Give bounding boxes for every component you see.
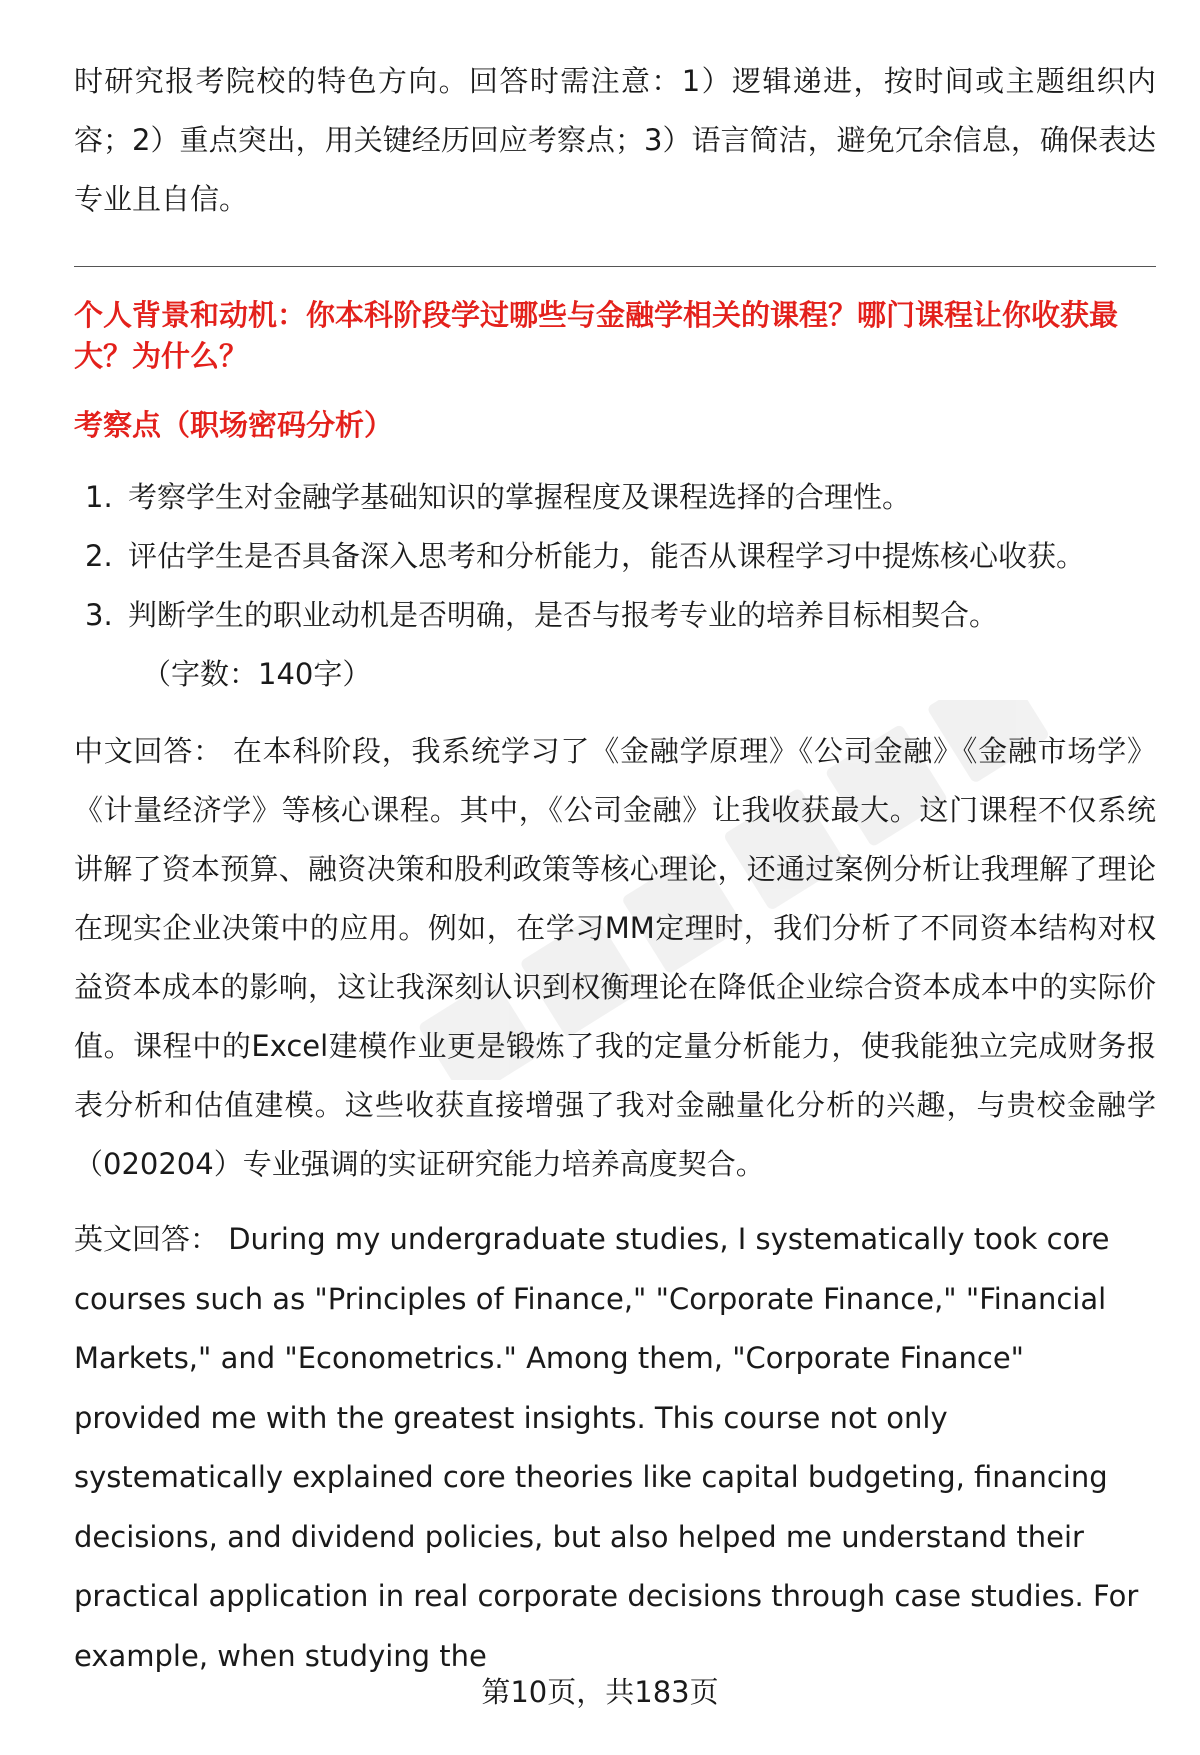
list-item-text: 评估学生是否具备深入思考和分析能力，能否从课程学习中提炼核心收获。: [128, 539, 1086, 573]
word-count: （字数：140字）: [142, 657, 372, 691]
question-heading: 个人背景和动机：你本科阶段学过哪些与金融学相关的课程？哪门课程让你收获最大？为什么？: [74, 298, 1119, 373]
list-item-number: 1.: [85, 480, 113, 514]
section-divider: [74, 266, 1156, 267]
intro-paragraph: 时研究报考院校的特色方向。回答时需注意：1）逻辑递进，按时间或主题组织内容；2）重点突出，用关键经历回应考察点；3）语言简洁，避免冗余信息，确保表达专业且自信。: [74, 64, 1156, 216]
list-item: [74, 468, 1156, 527]
list-item-number: 3.: [85, 598, 113, 632]
chinese-answer: 中文回答： 在本科阶段，我系统学习了《金融学原理》《公司金融》《金融市场学》《计量经济学》等核心课程。其中，《公司金融》让我收获最大。这门课程不仅系统讲解了资本预算、融资决策和股利政策等核心理论，还通过案例分析让我理解了理论在现实企业决策中的应用。例如，在学习MM定理时，我们分析了不同资本结构对权益资本成本的影响，这让我深刻认识到权衡理论在降低企业综合资本成本中的实际价值。课程中的Excel建模作业更是锻炼了我的定量分析能力，使我能独立完成财务报表分析和估值建模。这些收获直接增强了我对金融量化分析的兴趣，与贵校金融学（020204）专业强调的实证研究能力培养高度契合。: [74, 734, 1156, 1181]
page-footer: 第10页，共183页: [481, 1675, 719, 1709]
analysis-points-list: [74, 468, 1156, 645]
list-item-text: 判断学生的职业动机是否明确，是否与报考专业的培养目标相契合。: [128, 598, 999, 632]
list-item: [74, 527, 1156, 586]
english-answer: 英文回答： During my undergraduate studies, I systematically took core courses such as "Principles of Finance," "Corporate Finance," "Financial Markets," and "Econometrics." Among them, "Corporate Finance" provided me with the greatest insights. This course not only systematically explained core theories like capital budgeting, financing decisions, and dividend policies, but also helped me understand their practical application in real corporate decisions through case studies. For example, when studying the: [74, 1222, 1139, 1673]
paragraph-gap: [74, 1194, 1156, 1210]
analysis-point-title: 考察点（职场密码分析）: [74, 408, 394, 442]
list-item-text: 考察学生对金融学基础知识的掌握程度及课程选择的合理性。: [128, 480, 912, 514]
main-content: [74, 52, 1156, 1686]
list-item-number: 2.: [85, 539, 113, 573]
list-item: [74, 586, 1156, 645]
